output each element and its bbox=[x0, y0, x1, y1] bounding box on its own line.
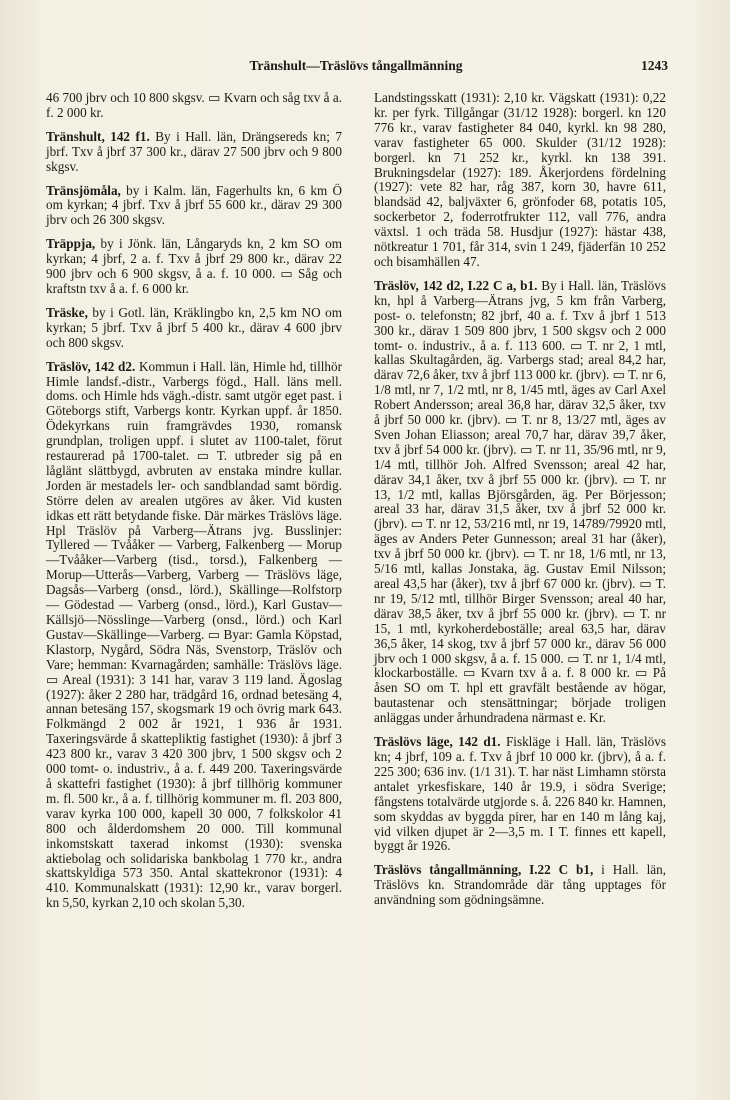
entry-headword: Träslöv, 142 d2. bbox=[46, 358, 136, 374]
page-number: 1243 bbox=[641, 58, 668, 73]
entry-transjomala bbox=[46, 184, 342, 229]
running-header bbox=[46, 58, 666, 78]
entry-headword: Träslövs tångallmänning, I.22 C b1, bbox=[374, 862, 594, 878]
entry-text: Kommun i Hall. län, Himle hd, tillhör Himle landsf.-distr., Varbergs fögd., Hall. läns mell. doms. och Himle hds vägh.-distr. samt utgör eget past. i Göteborgs stift, Varbergs kontr. Kyrkan uppf. år 1850. Ödekyrkans ruin framgrävdes 1930, romansk grundplan, troligen uppf. i slutet av 1100-talet, förut restaurerad på 1700-talet. ▭ T. utbreder sig på en låglänt slättbygd, avbruten av enstaka mindre kullar. Jorden är mestadels ler- och sandblandad samt bördig. Större delen av arealen utgöres av åker. Vid kusten idkas ett rätt betydande fiske. Där märkes Träslövs läge. Hpl Träslöv på Varberg—Ätrans jvg. Busslinjer: Tyllered — Tvååker — Varberg, Falkenberg — Morup—Tvååker—Varberg (tisd., torsd.), Falkenberg — Morup—Utterås—Varberg, Varberg — Träslövs läge, Dagsås—Varberg (onsd., lörd.), Skällinge—Rolfstorp — Gödestad — Varberg (onsd., lörd.), Karl Gustav—Källsjö—Nösslinge—Varberg (onsd., lörd.) och Karl Gustav—Skällinge—Varberg. ▭ Byar: Gamla Köpstad, Klastorp, Nygård, Södra Näs, Svenstorp, Träslöv och Vare; hemman: Kvarnagården; samhälle: Träslövs läge. ▭ Areal (1931): 3 141 har, varav 3 119 land. Ägoslag (1927): åker 2 280 har, trädgård 16, ordnad betesäng 4, annan betesäng 157, skogsmark 19 och övrig mark 643. Folkmängd 2 002 år 1921, 1 936 år 1931. Taxeringsvärde å skattepliktig fastighet (1930): å jbrf 3 423 800 kr., varav 3 420 300 jbrv, 1 500 skgsv och 2 000 tomt- o. industriv., å a. f. 449 200. Taxeringsvärde å skattefri fastighet (1930): å jbrf tillhörig kommuner m. fl. 500 kr., å a. f. tillhörig kommuner m. fl. 203 800, varav kyrka 100 000, kapell 30 000, 7 folkskolor 41 800 och ålderdomshem 20 000. Till kommunal inkomstskatt taxerad inkomst (1930): svenska aktiebolag och solidariska bankbolag 1 770 kr., andra skattskyldiga 573 350. Antal skattekronor (1931): 4 410. Kommunalskatt (1931): 12,90 kr., varav borgerl. kn 5,50, kyrkan 2,10 och skolan 5,30. bbox=[46, 358, 343, 911]
entry-headword: Tränsjömåla, bbox=[46, 182, 121, 198]
entry-text: By i Hall. län, Träslövs kn, hpl å Varberg—Ätrans jvg, 5 km från Varberg, post- o. telefonstn; 82 jbrf, 40 a. f. Txv å jbrf 1 513 300 kr., därav 1 509 800 jbrv, 1 500 skgsv och 2 000 tomt- o. industriv., å a. f. 113 600. ▭ T. nr 2, 1 mtl, kallas Skultagården, äg. Varbergs stad; areal 84,2 har, därav 72,6 åker, txv å jbrf 113 000 kr. (jbrv). ▭ T. nr 6, 1/8 mtl, nr 7, 1/2 mtl, nr 8, 1/45 mtl, äges av Carl Axel Robert Andersson; areal 36,8 har, därav 32,5 åker, txv å jbrf 50 000 kr. (jbrv). ▭ T. nr 8, 13/27 mtl, äges av Sven Johan Eliasson; areal 70,7 har, därav 39,7 åker, txv å jbrf 54 000 kr. (jbrv). ▭ T. nr 11, 35/96 mtl, nr 9, 1/4 mtl, tillhör Joh. Alfred Svensson; areal 42 har, därav 34,1 åker, txv å jbrf 55 000 kr. (jbrv). ▭ T. nr 13, 1/2 mtl, kallas Björsgården, äg. Per Börjesson; areal 33 har, därav 31,5 åker, txv å jbrf 52 000 kr. (jbrv). ▭ T. nr 12, 53/216 mtl, nr 19, 14789/79920 mtl, äges av Anders Peter Gunnesson; areal 31 har (åker), txv å jbrf 50 000 kr. (jbrv). ▭ T. nr 18, 1/6 mtl, nr 13, 5/16 mtl, kallas Jonstaka, äg. Gustav Emil Nilsson; areal 43,5 har (åker), txv å jbrf 67 000 kr. (jbrv). ▭ T. nr 19, 5/12 mtl, tillhör Birger Svensson; areal 40 har, därav 38,5 åker, txv å jbrf 55 000 kr. (jbrv). ▭ T. nr 15, 1 mtl, kyrkoherdeboställe; areal 63,5 har, därav 36,5 åker, 14 skog, txv å jbrf 57 000 kr., därav 56 000 jbrv och 1 000 skgsv, å a. f. 15 000. ▭ T. nr 1, 1/4 mtl, klockarboställe. ▭ Kvarn txv å a. f. 8 000 kr. ▭ På åsen SO om T. hpl ett gravfält bestående av högar, bautastenar och stensättningar; började troligen anläggas under århundradena närmast e. Kr. bbox=[374, 277, 666, 726]
entry-text: by i Kalm. län, Fagerhults kn, 6 km Ö om kyrkan; 4 jbrf. Txv å jbrf 55 600 kr., därav 29 300 jbrv och 26 300 skgsv. bbox=[46, 182, 342, 228]
entry-headword: Träslöv, 142 d2, I.22 C a, b1. bbox=[374, 277, 538, 293]
entry-text: by i Gotl. län, Kräklingbo kn, 2,5 km NO om kyrkan; 5 jbrf. Txv å jbrf 5 400 kr., därav 4 600 jbrv och 800 skgsv. bbox=[46, 304, 342, 350]
right-column bbox=[374, 91, 666, 917]
entry-text: i Hall. län, Träslövs kn. Strandområde där tång upptages för användning som gödningsämne. bbox=[374, 862, 666, 908]
running-title: Tränshult—Träslövs tångallmänning bbox=[249, 58, 463, 73]
entry-traslovs-lage bbox=[374, 735, 666, 854]
entry-text: 46 700 jbrv och 10 800 skgsv. ▭ Kvarn och såg txv å a. f. 2 000 kr. bbox=[46, 90, 342, 120]
left-column bbox=[46, 91, 342, 920]
entry-transhult bbox=[46, 130, 342, 175]
entry-headword: Träslövs läge, 142 d1. bbox=[374, 734, 501, 750]
entry-trappja bbox=[46, 237, 342, 297]
entry-headword: Träppja, bbox=[46, 236, 96, 252]
entry-continuation bbox=[374, 91, 666, 270]
entry-headword: Tränshult, 142 f1. bbox=[46, 128, 150, 144]
entry-headword: Träske, bbox=[46, 304, 88, 320]
entry-traslov-by bbox=[374, 279, 666, 726]
entry-traslov-kommun bbox=[46, 360, 342, 912]
entry-text: by i Jönk. län, Långaryds kn, 2 km SO om kyrkan; 4 jbrf, 2 a. f. Txv å jbrf 29 800 kr., därav 22 900 jbrv och 6 900 skgsv, å a. f. 10 000. ▭ Såg och kraftstn txv å a. f. 6 000 kr. bbox=[46, 236, 342, 296]
entry-traslovs-tangallmanning bbox=[374, 863, 666, 908]
entry-continuation bbox=[46, 91, 342, 121]
entry-text: Fiskläge i Hall. län, Träslövs kn; 4 jbrf, 109 a. f. Txv å jbrf 10 000 kr. (jbrv), å a. f. 225 300; 636 inv. (1/1 31). T. har näst Limhamn största antalet yrkesfiskare, 140 år 19.9, i södra Sverige; fångstens totalvärde utgjorde s. å. 226 840 kr. Hamnen, som skyddas av byggda pirer, har en 140 m lång kaj, vid vilken djupet är 2—3,5 m. I T. finnes ett kapell, byggt år 1926. bbox=[374, 734, 666, 854]
entry-text: Landstingsskatt (1931): 2,10 kr. Vägskatt (1931): 0,22 kr. per fyrk. Tillgångar (31/12 1928): borgerl. kn 120 776 kr., varav fastigheter 84 040, kyrkl. kn 98 280, varav fastigheter 65 000. Skulder (31/12 1928): borgerl. kn 71 252 kr., kyrkl. kn 138 391. Brukningsdelar (1927): 189. Åkerjordens fördelning (1927): vete 82 har, råg 387, korn 30, havre 611, blandsäd 42, baljväxter 6, grönfoder 68, potatis 105, sockerbetor 2, foderrotfrukter 112, vall 776, andra växtsl. 1 och träda 58. Husdjur (1927): hästar 438, nötkreatur 1 701, får 314, svin 1 249, fjäderfän 10 252 och bisamhällen 47. bbox=[374, 90, 666, 269]
entry-text: By i Hall. län, Drängsereds kn; 7 jbrf. Txv å jbrf 37 300 kr., därav 27 500 jbrv och 9 800 skgsv. bbox=[46, 128, 342, 174]
entry-traske bbox=[46, 306, 342, 351]
